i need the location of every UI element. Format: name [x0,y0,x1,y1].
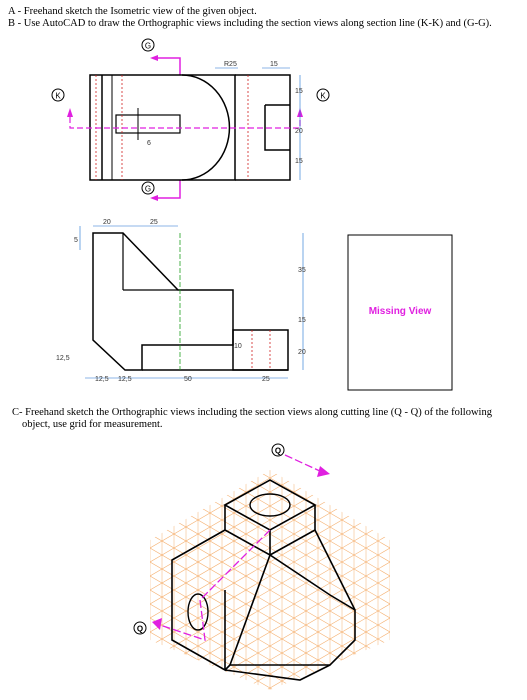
dim-12-5-bottom: 12,5 [95,376,109,383]
section-k-right-label: K [320,91,326,101]
instruction-c-line1: C- Freehand sketch the Orthographic views including the section views along cutting line (Q - Q) of the following [12,407,492,418]
dim-25-front-top: 25 [150,219,158,226]
dim-15-right: 15 [295,88,303,95]
dim-15-front: 15 [298,317,306,324]
section-q-top-arrow [317,466,330,477]
section-g-bottom-label: G [144,184,152,194]
front-view [56,219,306,383]
iso-grid-line [150,170,390,310]
section-g-bottom-arrow [150,195,158,201]
iso-grid-line [150,184,390,324]
dim-35: 35 [298,267,306,274]
section-g-bottom-line [158,180,180,198]
dim-15-top: 15 [270,61,278,68]
dim-12-5-left: 12,5 [56,355,70,362]
missing-view-box [348,235,452,390]
section-g-top-label: G [144,41,152,51]
section-g-top-arrow [150,55,158,61]
instruction-c-line2: object, use grid for measurement. [22,419,163,430]
missing-view-label: Missing View [368,306,432,317]
isometric-view [134,170,390,700]
dim-r25: R25 [224,61,237,68]
dim-25-bottom: 25 [262,376,270,383]
section-g-top-line [158,58,180,75]
front-view-outline [93,233,233,370]
dim-5: 5 [74,237,78,244]
section-q-top-label: Q [274,446,282,456]
top-view [52,39,329,201]
section-k-left-label: K [55,91,61,101]
front-view-right-block [233,330,288,370]
dim-20-front: 20 [103,219,111,226]
iso-grid-line [150,170,390,310]
dim-15-lower: 15 [295,158,303,165]
section-q-bottom-label: Q [136,624,144,634]
iso-base [225,665,330,680]
dim-6: 6 [147,140,151,147]
dim-20-front-right: 20 [298,349,306,356]
instruction-b: B - Use AutoCAD to draw the Orthographic views including the section views along section line (K-K) and (G-G). [8,18,492,29]
iso-grid-line [150,198,390,338]
iso-grid-line [150,254,390,394]
dim-50: 50 [184,376,192,383]
section-k-left-arrow [67,108,73,117]
dim-10: 10 [234,343,242,350]
iso-grid-line [150,184,390,324]
top-view-slot [116,115,180,133]
iso-grid-line [150,254,390,394]
instruction-a: A - Freehand sketch the Isometric view of the given object. [8,6,257,17]
iso-grid [150,170,390,700]
iso-grid-line [150,198,390,338]
dim-20: 20 [295,128,303,135]
dim-12-5-bottom-2: 12,5 [118,376,132,383]
